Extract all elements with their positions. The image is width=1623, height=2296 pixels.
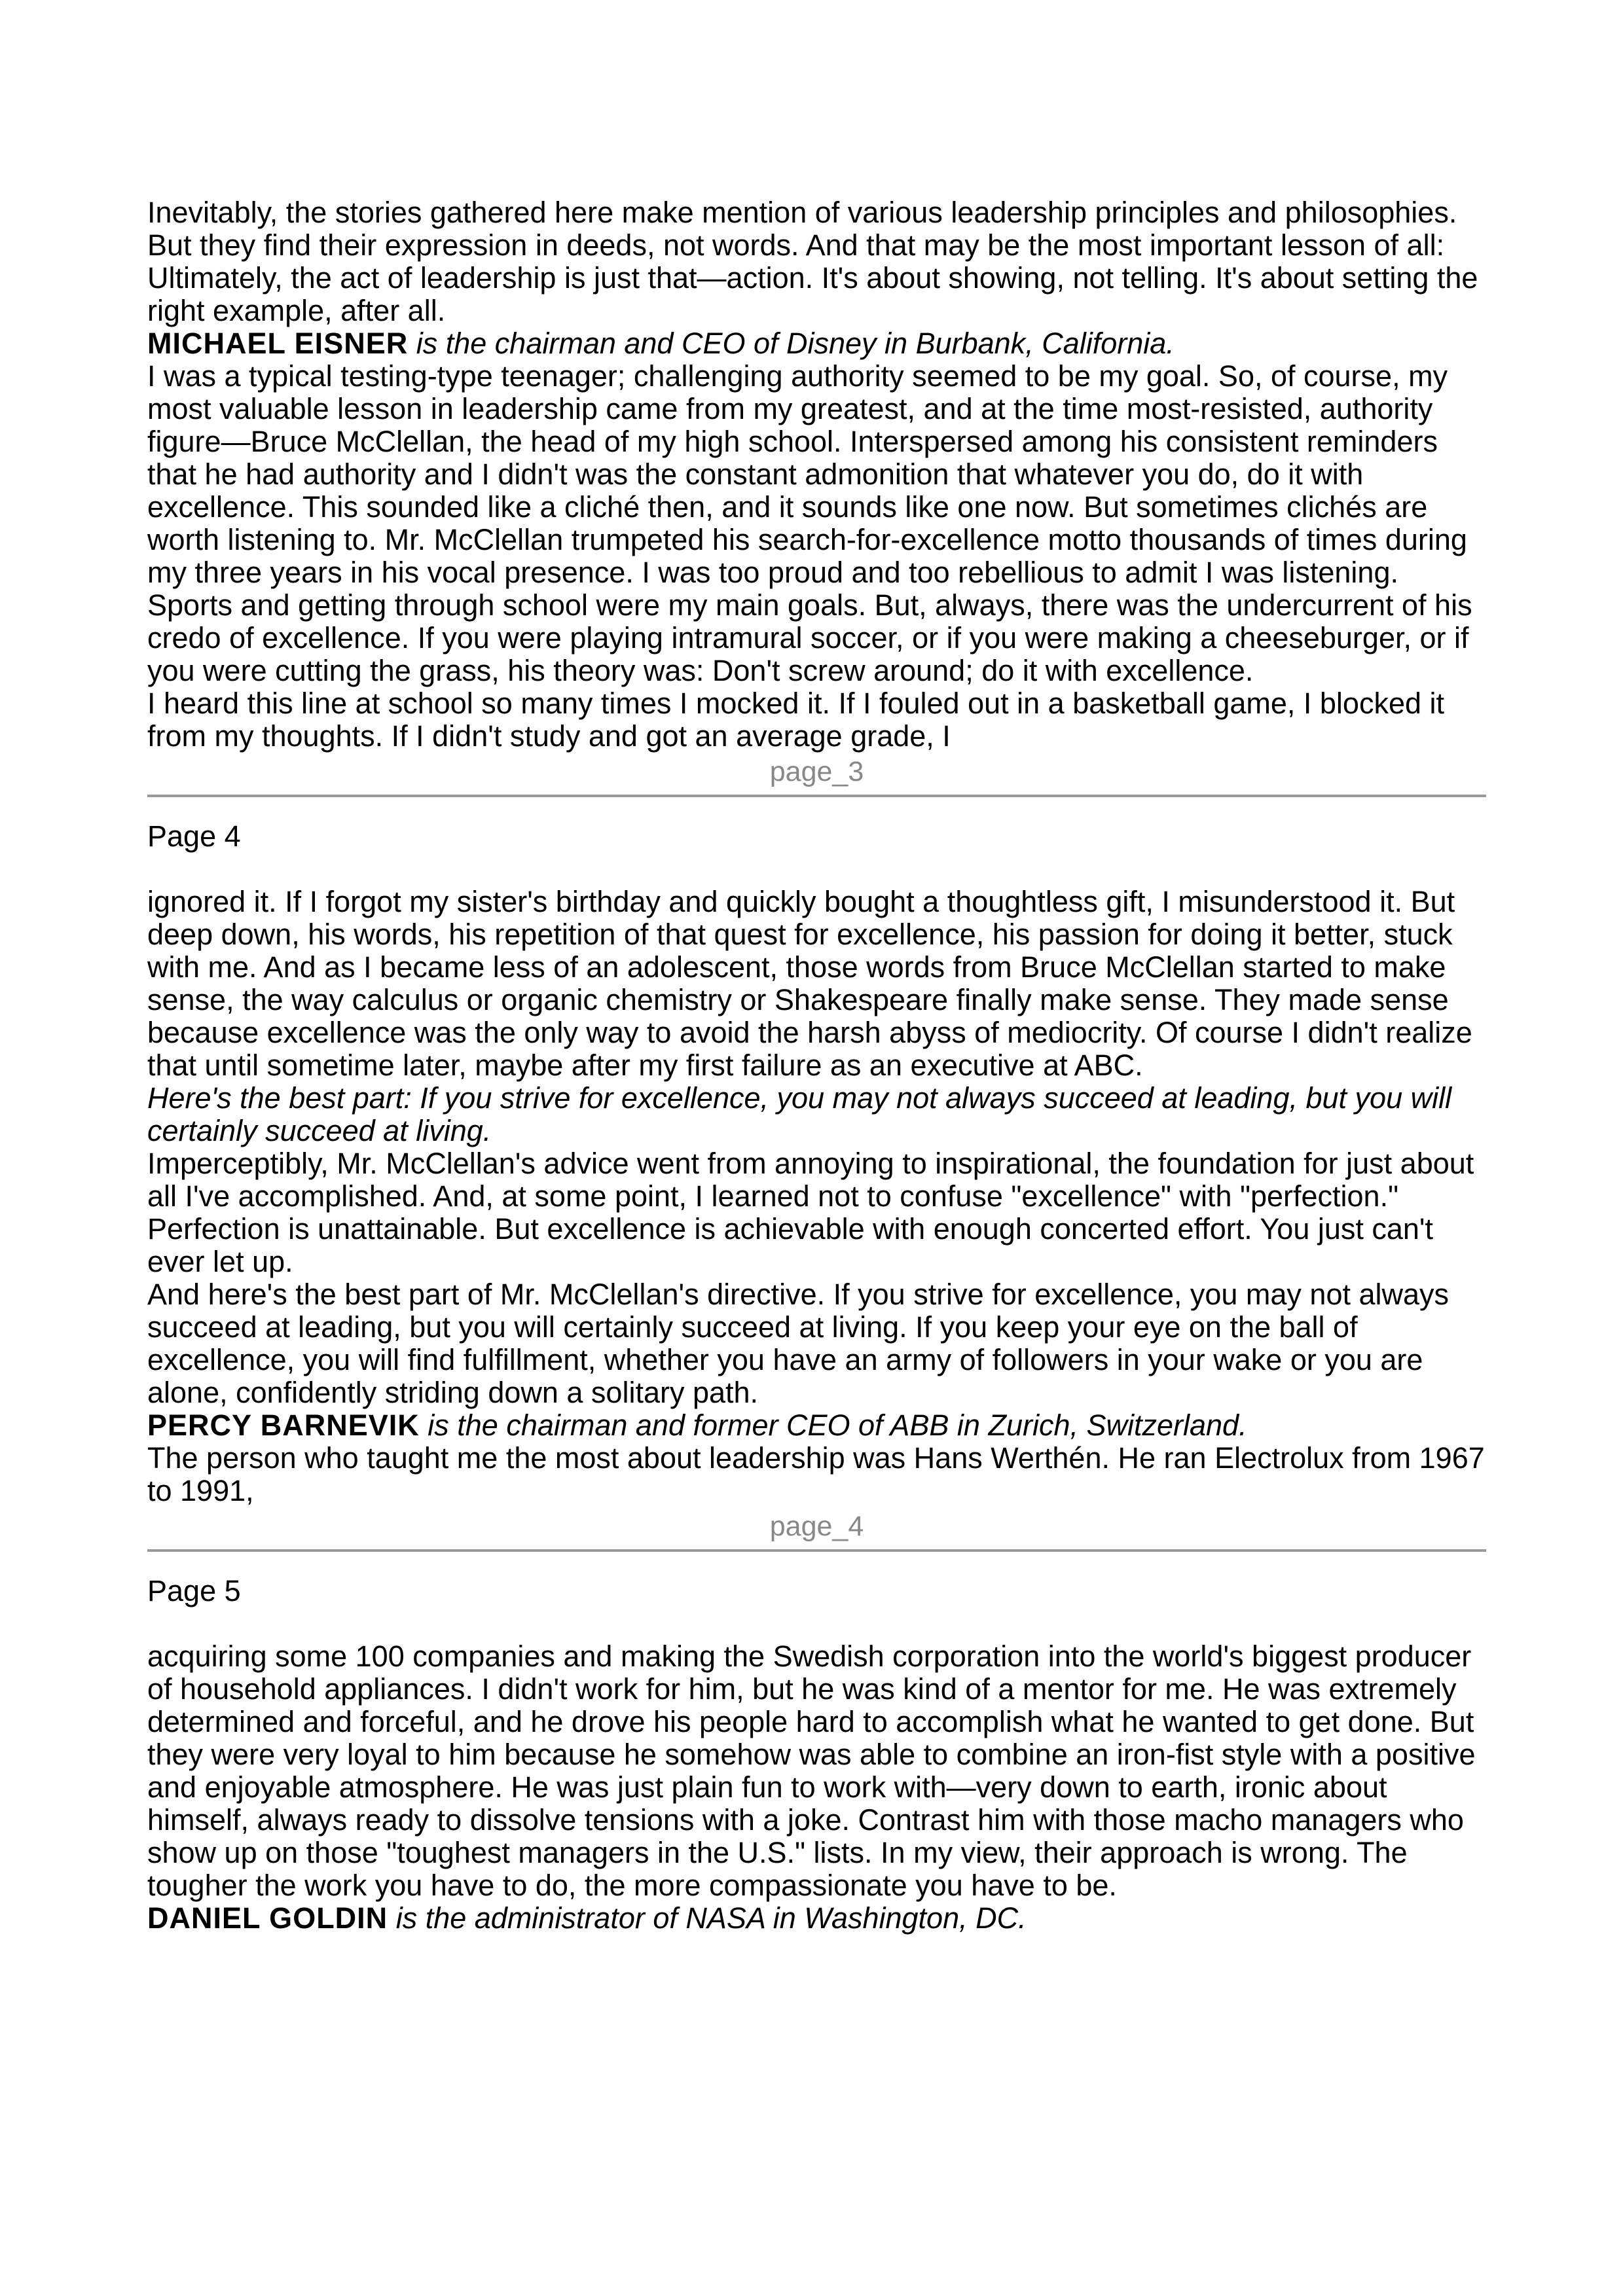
eisner-attribution xyxy=(147,327,1486,360)
page-heading-5: Page 5 xyxy=(147,1574,241,1607)
eisner-paragraph-1: I was a typical testing-type teenager; challenging authority seemed to be my goal. So, of course, my most valuable lesson in leadership came from my greatest, and at the time most-resisted, authority figure—Bruce McClellan, the head of my high school. Interspersed among his consistent reminders that he had authority and I didn't was the constant admonition that whatever you do, do it with excellence. This sounded like a cliché then, and it sounds like one now. But sometimes clichés are worth listening to. Mr. McClellan trumpeted his search-for-excellence motto thousands of times during my three years in his vocal presence. I was too proud and too rebellious to admit I was listening. Sports and getting through school were my main goals. But, always, there was the undercurrent of his credo of excellence. If you were playing intramural soccer, or if you were making a cheeseburger, or if you were cutting the grass, his theory was: Don't screw around; do it with excellence. xyxy=(147,359,1472,687)
eisner-paragraph-2: I heard this line at school so many times I mocked it. If I fouled out in a basketball game, I blocked it from my thoughts. If I didn't study and got an average grade, I xyxy=(147,687,1445,753)
page-footer-4: page_4 xyxy=(769,1511,864,1542)
page-footer-3: page_3 xyxy=(769,756,864,787)
page-divider xyxy=(147,1549,1486,1552)
eisner-name: MICHAEL EISNER xyxy=(147,327,409,360)
goldin-name: DANIEL GOLDIN xyxy=(147,1901,388,1935)
barnevik-role: is the chairman and former CEO of ABB in Zurich, Switzerland. xyxy=(428,1408,1247,1442)
p5-paragraph-1: acquiring some 100 companies and making the Swedish corporation into the world's biggest producer of household appliances. I didn't work for him, but he was kind of a mentor for me. He was extremely determined and forceful, and he drove his people hard to accomplish what he wanted to get done. But they were very loyal to him because he somehow was able to combine an iron-fist style with a positive and enjoyable atmosphere. He was just plain fun to work with—very down to earth, ironic about himself, always ready to dissolve tensions with a joke. Contrast him with those macho managers who show up on those "toughest managers in the U.S." lists. In my view, their approach is wrong. The tougher the work you have to do, the more compassionate you have to be. xyxy=(147,1640,1476,1902)
section-page-4 xyxy=(147,820,1486,1552)
barnevik-paragraph: The person who taught me the most about leadership was Hans Werthén. He ran Electrolux from 1967 to 1991, xyxy=(147,1441,1485,1507)
p4-paragraph-2: Imperceptibly, Mr. McClellan's advice went from annoying to inspirational, the foundation for just about all I've accomplished. And, at some point, I learned not to confuse "excellence" with "perfection." Perfection is unattainable. But excellence is achievable with enough concerted effort. You just can't ever let up. xyxy=(147,1147,1474,1278)
goldin-role: is the administrator of NASA in Washington, DC. xyxy=(395,1901,1027,1935)
section-page-3 xyxy=(147,196,1486,797)
goldin-attribution xyxy=(147,1902,1486,1935)
intro-paragraph: Inevitably, the stories gathered here make mention of various leadership principles and philosophies. But they find their expression in deeds, not words. And that may be the most important lesson of all: Ultimately, the act of leadership is just that—action. It's about showing, not telling. It's about setting the right example, after all. xyxy=(147,196,1478,327)
page-heading-4: Page 4 xyxy=(147,819,241,853)
barnevik-attribution xyxy=(147,1409,1486,1442)
section-page-5 xyxy=(147,1575,1486,1935)
p4-paragraph-3: And here's the best part of Mr. McClellan's directive. If you strive for excellence, you may not always succeed at leading, but you will certainly succeed at living. If you keep your eye on the ball of excellence, you will find fulfillment, whether you have an army of followers in your wake or you are alone, confidently striding down a solitary path. xyxy=(147,1278,1450,1409)
document-page xyxy=(147,196,1486,1935)
eisner-role: is the chairman and CEO of Disney in Burbank, California. xyxy=(416,327,1175,360)
barnevik-name: PERCY BARNEVIK xyxy=(147,1408,420,1442)
pull-quote: Here's the best part: If you strive for excellence, you may not always succeed at leading, but you will certainly succeed at living. xyxy=(147,1081,1452,1147)
page-divider xyxy=(147,795,1486,797)
p4-paragraph-1: ignored it. If I forgot my sister's birthday and quickly bought a thoughtless gift, I misunderstood it. But deep down, his words, his repetition of that quest for excellence, his passion for doing it better, stuck with me. And as I became less of an adolescent, those words from Bruce McClellan started to make sense, the way calculus or organic chemistry or Shakespeare finally make sense. They made sense because excellence was the only way to avoid the harsh abyss of mediocrity. Of course I didn't realize that until sometime later, maybe after my first failure as an executive at ABC. xyxy=(147,885,1472,1082)
